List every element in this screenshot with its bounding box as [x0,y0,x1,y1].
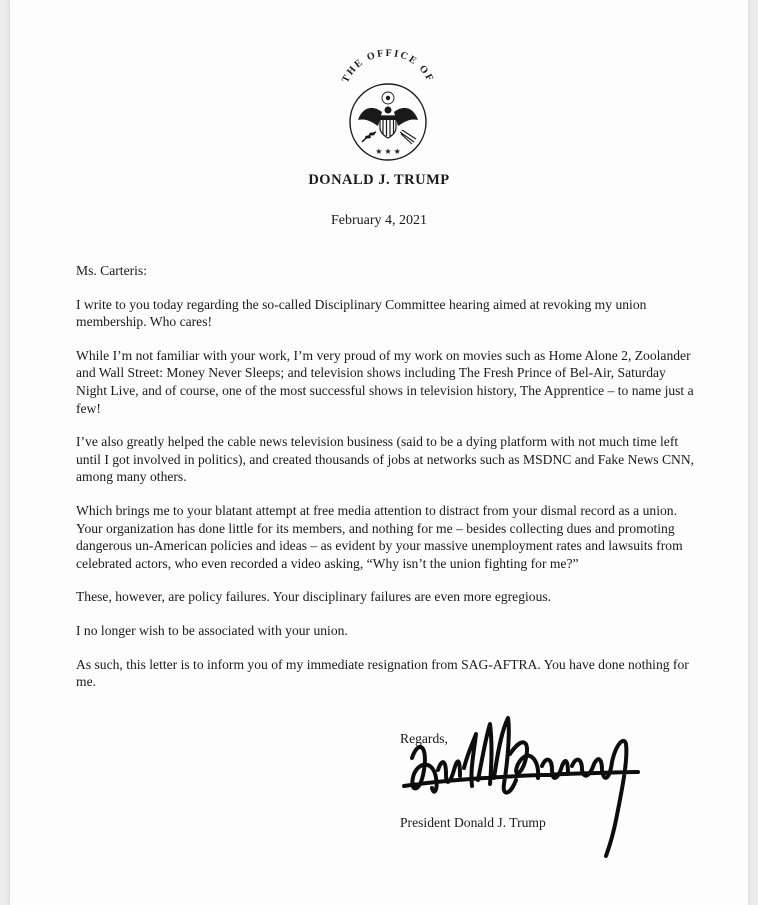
closing: Regards, [400,731,448,746]
paragraph: These, however, are policy failures. Your disciplinary failures are even more egregious. [76,589,552,605]
paragraph: I no longer wish to be associated with your union. [76,622,348,638]
paragraph: I’ve also greatly helped the cable news television business (said to be a dying platform with not much time left until I got involved in politics), and created thousands of jobs at networks such as MSDNC and Fake News CNN, among many others. [76,434,695,485]
letterhead-name: DONALD J. TRUMP [308,172,450,188]
paragraph: I write to you today regarding the so-called Disciplinary Committee hearing aimed at revoking my union membership. Who cares! [76,296,647,330]
salutation: Ms. Carteris: [76,263,147,278]
svg-text:★ ★ ★: ★ ★ ★ [375,147,401,156]
letter-page [10,0,748,905]
paragraph: Which brings me to your blatant attempt at free media attention to distract from your dismal record as a union. Your organization has done little for its members, and nothing for me – besides collecting dues and promoting dangerous un-American policies and ideas – as evident by your massive unemployment rates and lawsuits from celebrated actors, who even recorded a video asking, “Why isn’t the union fighting for me?” [76,502,683,571]
paragraph: While I’m not familiar with your work, I’m very proud of my work on movies such as Home Alone 2, Zoolander and Wall Street: Money Never Sleeps; and television shows including The Fresh Prince of Bel-Air, Saturday Night Live, and of course, one of the most successful shows in television history, The Apprentice – to name just a few! [76,347,694,416]
handwritten-signature-icon [398,700,648,860]
paragraph: As such, this letter is to inform you of my immediate resignation from SAG-AFTRA. You have done nothing for me. [76,656,689,690]
signatory-name: President Donald J. Trump [400,815,546,830]
seal-text: THE OFFICE OF [340,47,436,85]
letter-date: February 4, 2021 [330,213,428,228]
letter-body [76,262,696,707]
presidential-eagle-seal-icon [332,38,444,168]
